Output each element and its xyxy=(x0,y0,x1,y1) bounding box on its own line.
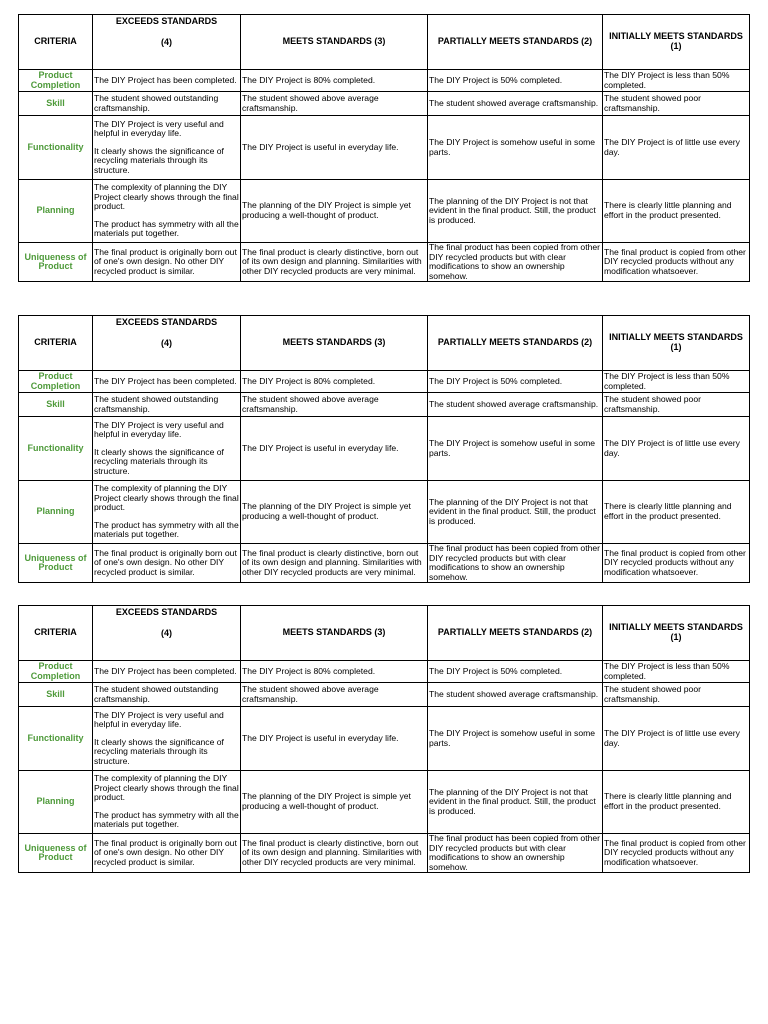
meets-cell: The student showed above average craftsmanship. xyxy=(241,683,428,707)
meets-cell: The DIY Project is 80% completed. xyxy=(241,371,428,393)
initially-cell: There is clearly little planning and effort in the product presented. xyxy=(603,481,750,544)
partially-cell: The planning of the DIY Project is not that evident in the final product. Still, the product is produced. xyxy=(428,180,603,243)
exceeds-text-a: The complexity of planning the DIY Project clearly shows through the final product. xyxy=(94,182,239,212)
exceeds-text-a: The DIY Project is very useful and helpful in everyday life. xyxy=(94,709,224,730)
initially-cell: The DIY Project is of little use every day. xyxy=(603,417,750,481)
table-row xyxy=(19,393,750,417)
header-exceeds-label: EXCEEDS STANDARDS xyxy=(115,317,218,327)
criterion-label: Product Completion xyxy=(19,371,93,393)
exceeds-cell: The student showed outstanding craftsmanship. xyxy=(93,683,241,707)
meets-cell: The student showed above average craftsmanship. xyxy=(241,393,428,417)
header-initially: INITIALLY MEETS STANDARDS (1) xyxy=(603,606,750,661)
initially-cell: The DIY Project is of little use every day. xyxy=(603,116,750,180)
criterion-label: Uniqueness of Product xyxy=(19,834,93,873)
exceeds-text-a: The complexity of planning the DIY Project clearly shows through the final product. xyxy=(94,773,239,803)
table-row xyxy=(19,180,750,243)
exceeds-cell: The DIY Project has been completed. xyxy=(93,70,241,92)
meets-cell: The student showed above average craftsmanship. xyxy=(241,92,428,116)
exceeds-cell: The DIY Project has been completed. xyxy=(93,371,241,393)
header-exceeds xyxy=(93,316,241,371)
criterion-label: Skill xyxy=(19,92,93,116)
header-meets: MEETS STANDARDS (3) xyxy=(241,316,428,371)
header-criteria: CRITERIA xyxy=(19,316,93,371)
table-row xyxy=(19,243,750,282)
meets-cell: The DIY Project is useful in everyday life. xyxy=(241,707,428,771)
criterion-label: Skill xyxy=(19,683,93,707)
exceeds-cell xyxy=(93,116,241,180)
exceeds-text-b: The product has symmetry with all the materials put together. xyxy=(94,218,239,239)
header-exceeds-points: (4) xyxy=(161,627,172,638)
meets-cell: The planning of the DIY Project is simple yet producing a well-thought of product. xyxy=(241,481,428,544)
header-exceeds-points: (4) xyxy=(161,36,172,47)
table-row xyxy=(19,544,750,583)
exceeds-text-b: It clearly shows the significance of recycling materials through its structure. xyxy=(94,736,224,766)
table-row xyxy=(19,707,750,771)
criterion-label: Functionality xyxy=(19,707,93,771)
criterion-label: Skill xyxy=(19,393,93,417)
header-exceeds-label: EXCEEDS STANDARDS xyxy=(115,16,218,26)
partially-cell: The DIY Project is somehow useful in some parts. xyxy=(428,707,603,771)
meets-cell: The final product is clearly distinctive, born out of its own design and planning. Similarities with other DIY recycled products are very minimal. xyxy=(241,544,428,583)
partially-cell: The planning of the DIY Project is not that evident in the final product. Still, the product is produced. xyxy=(428,771,603,834)
meets-cell: The planning of the DIY Project is simple yet producing a well-thought of product. xyxy=(241,180,428,243)
criterion-label: Planning xyxy=(19,771,93,834)
exceeds-text-b: The product has symmetry with all the materials put together. xyxy=(94,809,239,830)
table-row xyxy=(19,70,750,92)
partially-cell: The planning of the DIY Project is not that evident in the final product. Still, the product is produced. xyxy=(428,481,603,544)
meets-cell: The DIY Project is 80% completed. xyxy=(241,70,428,92)
criterion-label: Product Completion xyxy=(19,661,93,683)
exceeds-text-b: The product has symmetry with all the materials put together. xyxy=(94,519,239,540)
criterion-label: Planning xyxy=(19,180,93,243)
header-partially: PARTIALLY MEETS STANDARDS (2) xyxy=(428,15,603,70)
meets-cell: The DIY Project is useful in everyday life. xyxy=(241,116,428,180)
header-row xyxy=(19,316,750,371)
initially-cell: There is clearly little planning and effort in the product presented. xyxy=(603,180,750,243)
exceeds-cell: The final product is originally born out of one's own design. No other DIY recycled product is similar. xyxy=(93,243,241,282)
header-meets: MEETS STANDARDS (3) xyxy=(241,606,428,661)
meets-cell: The DIY Project is 80% completed. xyxy=(241,661,428,683)
initially-cell: There is clearly little planning and effort in the product presented. xyxy=(603,771,750,834)
initially-cell: The student showed poor craftsmanship. xyxy=(603,683,750,707)
exceeds-cell: The student showed outstanding craftsmanship. xyxy=(93,92,241,116)
exceeds-text-b: It clearly shows the significance of recycling materials through its structure. xyxy=(94,446,224,476)
exceeds-cell xyxy=(93,707,241,771)
meets-cell: The final product is clearly distinctive, born out of its own design and planning. Similarities with other DIY recycled products are very minimal. xyxy=(241,243,428,282)
partially-cell: The DIY Project is somehow useful in some parts. xyxy=(428,116,603,180)
criterion-label: Functionality xyxy=(19,417,93,481)
partially-cell: The DIY Project is somehow useful in some parts. xyxy=(428,417,603,481)
partially-cell: The student showed average craftsmanship. xyxy=(428,683,603,707)
initially-cell: The final product is copied from other DIY recycled products without any modification whatsoever. xyxy=(603,544,750,583)
initially-cell: The final product is copied from other DIY recycled products without any modification whatsoever. xyxy=(603,243,750,282)
initially-cell: The student showed poor craftsmanship. xyxy=(603,393,750,417)
header-criteria: CRITERIA xyxy=(19,606,93,661)
initially-cell: The DIY Project is of little use every day. xyxy=(603,707,750,771)
header-partially: PARTIALLY MEETS STANDARDS (2) xyxy=(428,606,603,661)
initially-cell: The final product is copied from other DIY recycled products without any modification whatsoever. xyxy=(603,834,750,873)
table-row xyxy=(19,92,750,116)
criterion-label: Uniqueness of Product xyxy=(19,243,93,282)
table-row xyxy=(19,683,750,707)
partially-cell: The DIY Project is 50% completed. xyxy=(428,371,603,393)
exceeds-cell: The final product is originally born out of one's own design. No other DIY recycled product is similar. xyxy=(93,834,241,873)
partially-cell: The final product has been copied from other DIY recycled products but with clear modifications to show an ownership somehow. xyxy=(428,834,603,873)
partially-cell: The final product has been copied from other DIY recycled products but with clear modifications to show an ownership somehow. xyxy=(428,243,603,282)
header-exceeds xyxy=(93,606,241,661)
header-exceeds-label: EXCEEDS STANDARDS xyxy=(115,607,218,617)
exceeds-text-b: It clearly shows the significance of recycling materials through its structure. xyxy=(94,145,224,175)
exceeds-text-a: The DIY Project is very useful and helpful in everyday life. xyxy=(94,419,224,440)
header-initially: INITIALLY MEETS STANDARDS (1) xyxy=(603,316,750,371)
partially-cell: The student showed average craftsmanship. xyxy=(428,393,603,417)
exceeds-cell: The student showed outstanding craftsmanship. xyxy=(93,393,241,417)
exceeds-cell xyxy=(93,417,241,481)
header-exceeds-points: (4) xyxy=(161,337,172,348)
partially-cell: The DIY Project is 50% completed. xyxy=(428,70,603,92)
exceeds-cell: The final product is originally born out of one's own design. No other DIY recycled product is similar. xyxy=(93,544,241,583)
partially-cell: The student showed average craftsmanship. xyxy=(428,92,603,116)
exceeds-text-a: The complexity of planning the DIY Project clearly shows through the final product. xyxy=(94,483,239,513)
table-row xyxy=(19,417,750,481)
exceeds-cell: The DIY Project has been completed. xyxy=(93,661,241,683)
meets-cell: The final product is clearly distinctive, born out of its own design and planning. Similarities with other DIY recycled products are very minimal. xyxy=(241,834,428,873)
initially-cell: The DIY Project is less than 50% completed. xyxy=(603,661,750,683)
table-row xyxy=(19,371,750,393)
partially-cell: The final product has been copied from other DIY recycled products but with clear modifications to show an ownership somehow. xyxy=(428,544,603,583)
header-criteria: CRITERIA xyxy=(19,15,93,70)
table-row xyxy=(19,116,750,180)
initially-cell: The DIY Project is less than 50% completed. xyxy=(603,371,750,393)
table-row xyxy=(19,661,750,683)
rubric-table-3 xyxy=(18,605,750,873)
criterion-label: Uniqueness of Product xyxy=(19,544,93,583)
table-row xyxy=(19,771,750,834)
header-partially: PARTIALLY MEETS STANDARDS (2) xyxy=(428,316,603,371)
criterion-label: Functionality xyxy=(19,116,93,180)
table-row xyxy=(19,481,750,544)
header-row xyxy=(19,15,750,70)
header-row xyxy=(19,606,750,661)
partially-cell: The DIY Project is 50% completed. xyxy=(428,661,603,683)
criterion-label: Product Completion xyxy=(19,70,93,92)
table-row xyxy=(19,834,750,873)
initially-cell: The DIY Project is less than 50% completed. xyxy=(603,70,750,92)
initially-cell: The student showed poor craftsmanship. xyxy=(603,92,750,116)
exceeds-cell xyxy=(93,180,241,243)
exceeds-text-a: The DIY Project is very useful and helpful in everyday life. xyxy=(94,118,224,139)
header-initially: INITIALLY MEETS STANDARDS (1) xyxy=(603,15,750,70)
header-exceeds xyxy=(93,15,241,70)
rubric-table-2 xyxy=(18,315,750,583)
criterion-label: Planning xyxy=(19,481,93,544)
meets-cell: The DIY Project is useful in everyday life. xyxy=(241,417,428,481)
exceeds-cell xyxy=(93,481,241,544)
meets-cell: The planning of the DIY Project is simple yet producing a well-thought of product. xyxy=(241,771,428,834)
rubric-table-1 xyxy=(18,14,750,282)
exceeds-cell xyxy=(93,771,241,834)
header-meets: MEETS STANDARDS (3) xyxy=(241,15,428,70)
